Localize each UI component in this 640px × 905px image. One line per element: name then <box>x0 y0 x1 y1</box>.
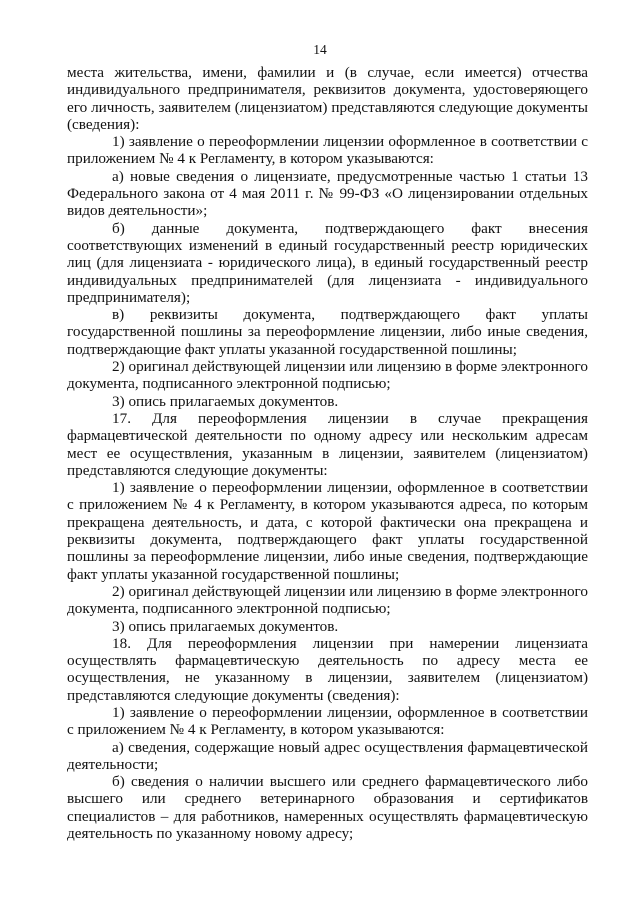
paragraph-item-3-inventory: 3) опись прилагаемых документов. <box>112 392 339 410</box>
paragraph-section-18-item-a: а) сведения, содержащие новый адрес осуществления фармацевтической деятельности; <box>67 738 588 773</box>
paragraph-section-18-item-1: 1) заявление о переоформлении лицензии, оформленное в соответствии с приложением № 4 к Регламенту, в котором указываются: <box>67 703 588 739</box>
paragraph-item-2-original-license: 2) оригинал действующей лицензии или лицензию в форме электронного документа, подписанного электронной подписью; <box>67 358 588 393</box>
paragraph-item-a-new-info: а) новые сведения о лицензиате, предусмотренные частью 1 статьи 13 Федерального закона от 4 мая 2011 г. № 99-ФЗ «О лицензировании отдельных видов деятельности»; <box>67 167 588 220</box>
document-body <box>67 64 588 842</box>
paragraph-item-1-application: 1) заявление о переоформлении лицензии оформленное в соответствии с приложением № 4 к Регламенту, в котором указываются: <box>67 133 588 168</box>
page-number: 14 <box>313 42 327 57</box>
paragraph-item-b-registry-data: б) данные документа, подтверждающего факт внесения соответствующих изменений в единый государственный реестр юридических лиц (для лицензиата - юридического лица), в единый государственный реестр индивидуальных предпринимателей (для лицензиата - индивидуального предпринимателя); <box>67 219 588 306</box>
paragraph-section-17-item-3: 3) опись прилагаемых документов. <box>112 617 339 635</box>
paragraph-section-17-item-2: 2) оригинал действующей лицензии или лицензию в форме электронного документа, подписанного электронной подписью; <box>67 582 588 618</box>
paragraph-item-v-payment-details: в) реквизиты документа, подтверждающего факт уплаты государственной пошлины за переоформление лицензии, либо иные сведения, подтверждающие факт уплаты указанной государственной пошлины; <box>67 306 588 358</box>
paragraph-section-18: 18. Для переоформления лицензии при намерении лицензиата осуществлять фармацевтическую деятельность по адресу места ее осуществления, не указанному в лицензии, заявителем (лицензиатом) представляются следующие документы (сведения): <box>67 634 588 704</box>
paragraph-intro-continuation: места жительства, имени, фамилии и (в случае, если имеется) отчества индивидуального предпринимателя, реквизитов документа, удостоверяющего его личность, заявителем (лицензиатом) представляются следующие документы (сведения): <box>67 64 588 133</box>
paragraph-section-18-item-b: б) сведения о наличии высшего или среднего фармацевтического либо высшего или среднего ветеринарного образования и сертификатов специалистов – для работников, намеренных осуществлять фармацевтическую деятельность по указанному новому адресу; <box>67 773 588 843</box>
paragraph-section-17-item-1: 1) заявление о переоформлении лицензии, оформленное в соответствии с приложением № 4 к Регламенту, в котором указываются адреса, по которым прекращена деятельность, и дата, с которой фактически она прекращена и реквизиты документа, подтверждающего факт уплаты государственной пошлины за переоформление лицензии, либо иные сведения, подтверждающие факт уплаты указанной государственной пошлины; <box>67 479 588 583</box>
paragraph-section-17: 17. Для переоформления лицензии в случае прекращения фармацевтической деятельности по одному адресу или нескольким адресам мест ее осуществления, указанным в лицензии, заявителем (лицензиатом) представляются следующие документы: <box>67 409 588 479</box>
